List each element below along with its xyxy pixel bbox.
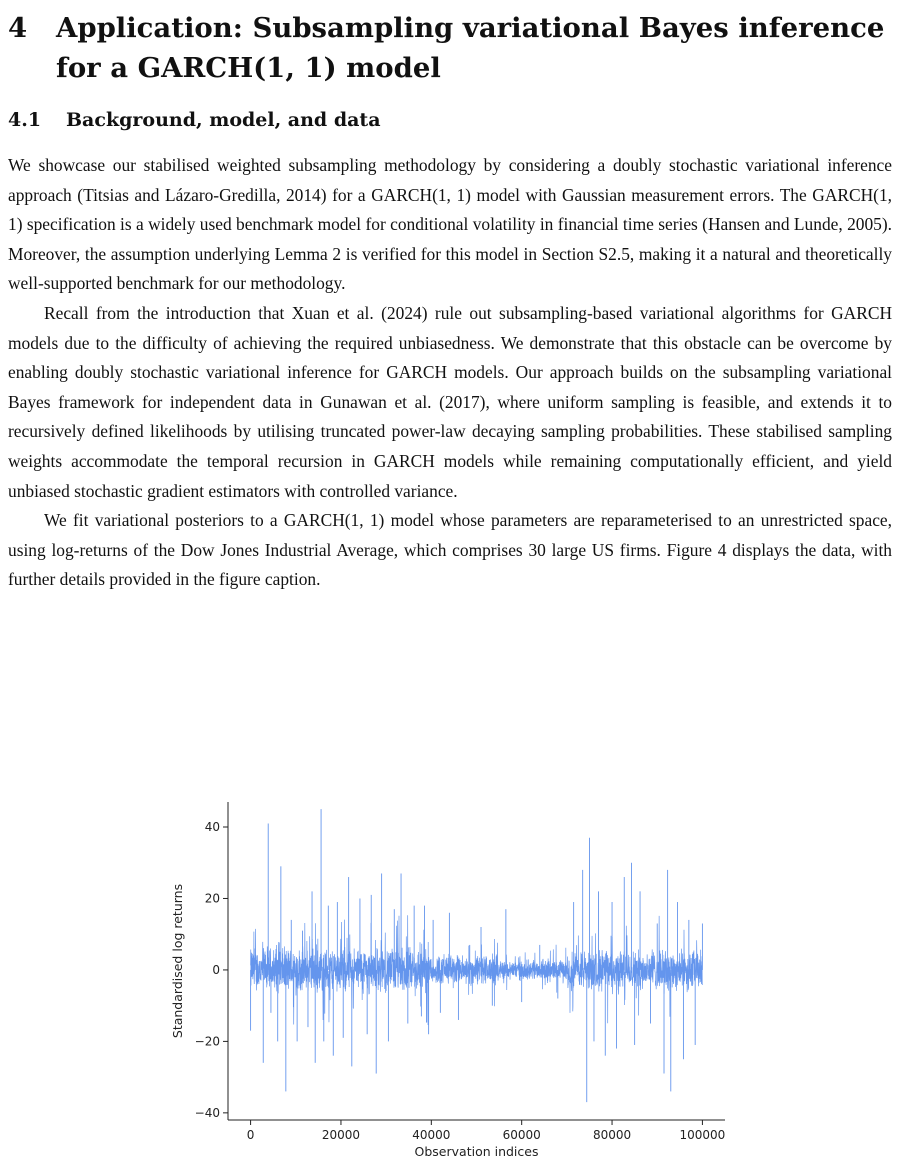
- x-tick-label: 80000: [592, 1128, 632, 1142]
- section-title: Application: Subsampling variational Bayes inference for a GARCH(1, 1) model: [56, 12, 885, 84]
- paragraph-3: We fit variational posteriors to a GARCH(1, 1) model whose parameters are reparameterised to an unrestricted space, using log-returns of the Dow Jones Industrial Average, which comprises 30 large US firms. Figure 4 displays the data, with further details provided in the figure caption.: [8, 510, 892, 590]
- y-tick-label: −20: [194, 1034, 220, 1049]
- x-tick-label: 100000: [679, 1128, 726, 1142]
- section-number: 4: [8, 12, 28, 44]
- y-tick-label: −40: [194, 1105, 220, 1120]
- paragraph-1: We showcase our stabilised weighted subsampling methodology by considering a doubly stochastic variational inference approach (Titsias and Lázaro-Gredilla, 2014) for a GARCH(1, 1) model with Gaussian measurement errors. The GARCH(1, 1) specification is a widely used benchmark model for conditional volatility in financial time series (Hansen and Lunde, 2005). Moreover, the assumption underlying Lemma 2 is verified for this model in Section S2.5, making it a natural and theoretically well-supported benchmark for our methodology.: [8, 155, 892, 294]
- y-axis-ticks: [195, 820, 228, 1120]
- section-heading: [8, 8, 892, 88]
- x-tick-label: 0: [246, 1128, 255, 1142]
- body-text: [8, 151, 892, 595]
- x-axis-ticks: [247, 1120, 726, 1142]
- y-tick-label: 0: [212, 962, 220, 977]
- subsection-title: Background, model, and data: [66, 109, 381, 131]
- x-axis-label: Observation indices: [414, 1144, 539, 1159]
- subsection-number: 4.1: [8, 109, 42, 131]
- y-tick-label: 40: [204, 820, 220, 835]
- returns-series: [251, 809, 703, 1102]
- x-tick-label: 20000: [321, 1128, 361, 1142]
- log-returns-figure: [160, 798, 740, 1168]
- y-tick-label: 20: [204, 891, 220, 906]
- paragraph-2: Recall from the introduction that Xuan et al. (2024) rule out subsampling-based variational algorithms for GARCH models due to the difficulty of achieving the required unbiasedness. We demonstrate that this obstacle can be overcome by enabling doubly stochastic variational inference for GARCH models. Our approach builds on the subsampling variational Bayes framework for independent data in Gunawan et al. (2017), where uniform sampling is feasible, and extends it to recursively defined likelihoods by utilising truncated power-law decaying sampling probabilities. These stabilised sampling weights accommodate the temporal recursion in GARCH models while remaining computationally efficient, and yield unbiased stochastic gradient estimators with controlled variance.: [8, 302, 892, 501]
- x-tick-label: 60000: [502, 1128, 541, 1142]
- x-tick-label: 40000: [412, 1128, 451, 1142]
- subsection-heading: [8, 107, 892, 133]
- y-axis-label: Standardised log returns: [170, 883, 185, 1039]
